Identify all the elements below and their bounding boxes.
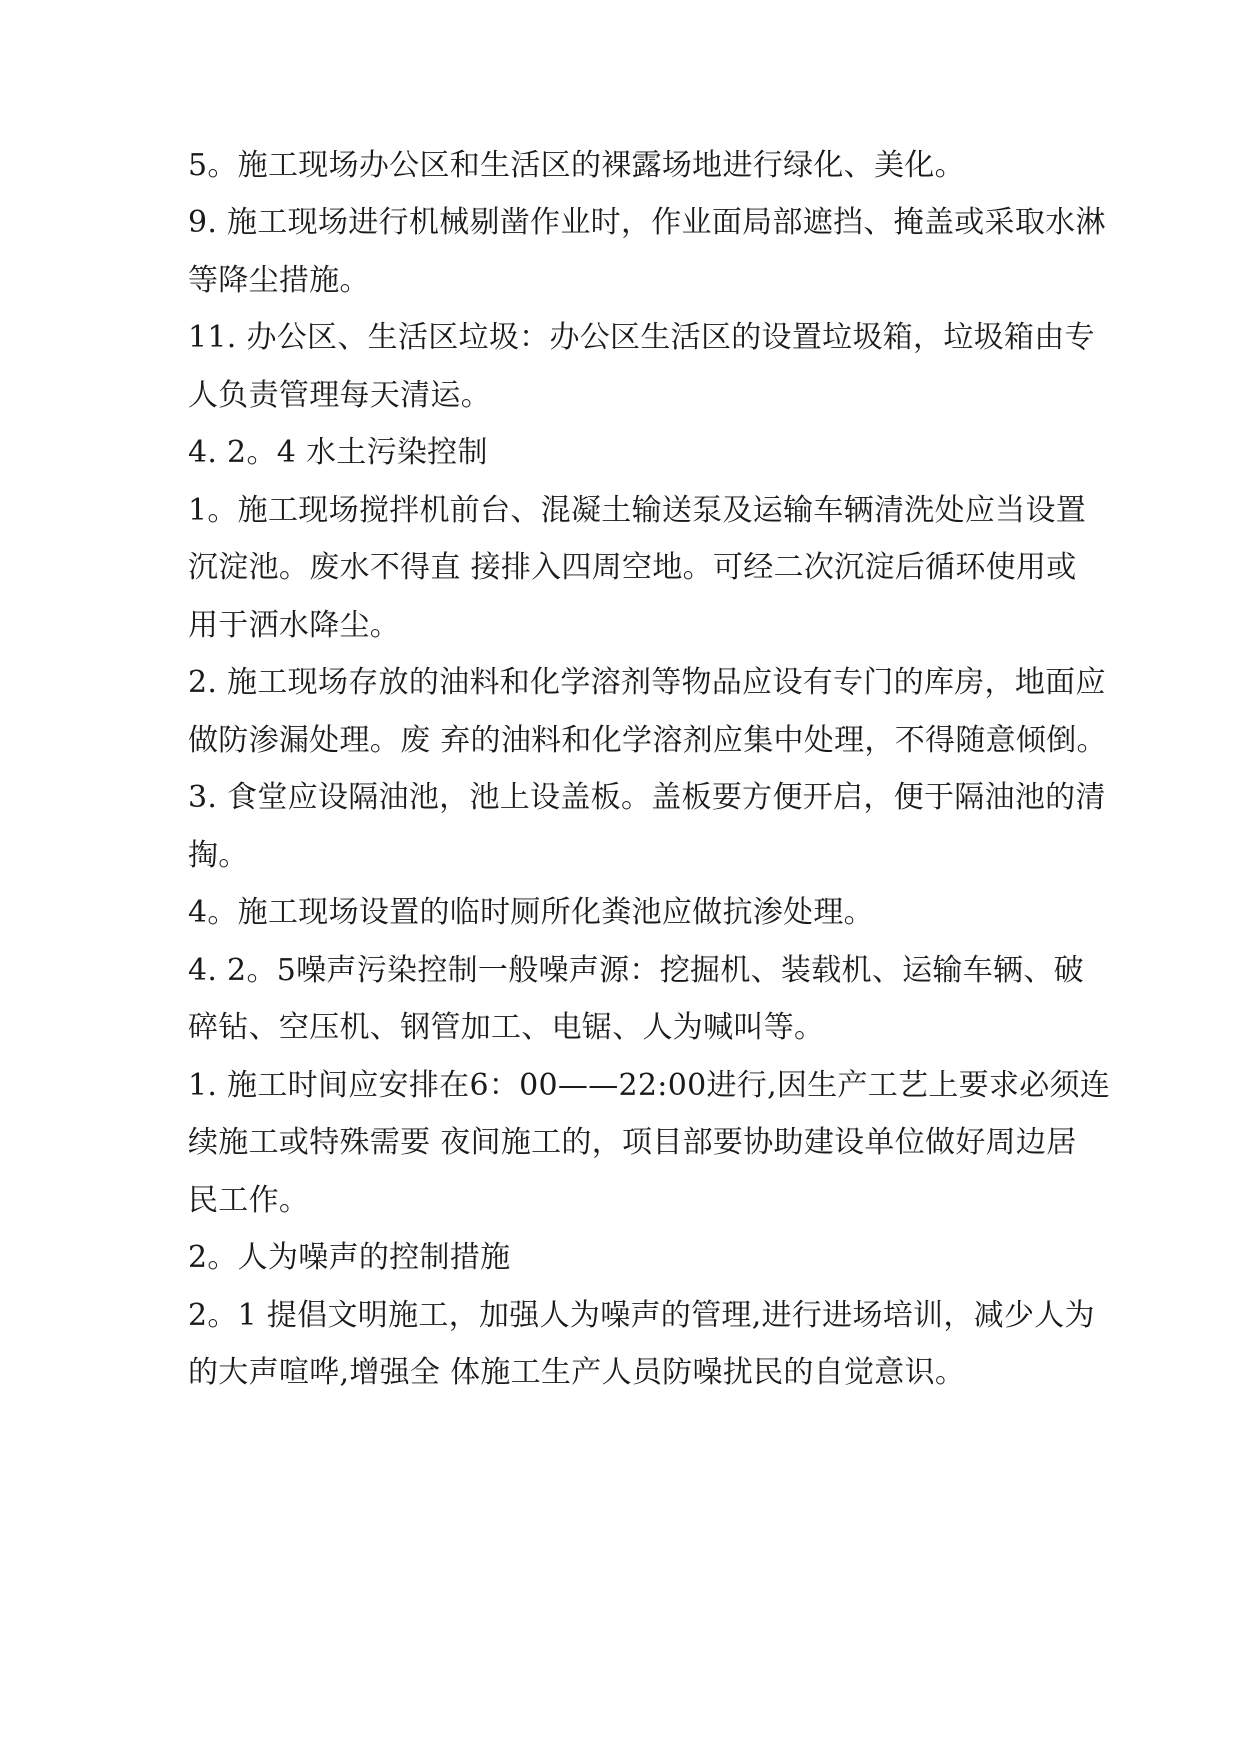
- text-line: 做防渗漏处理。废 弃的油料和化学溶剂应集中处理，不得随意倾倒。: [188, 723, 1107, 758]
- text-line: 沉淀池。废水不得直 接排入四周空地。可经二次沉淀后循环使用或: [188, 550, 1077, 585]
- text-line: 9. 施工现场进行机械剔凿作业时，作业面局部遮挡、掩盖或采取水淋: [188, 205, 1106, 240]
- text-line: 2。1 提倡文明施工，加强人为噪声的管理,进行进场培训，减少人为: [188, 1298, 1095, 1333]
- text-line: 掏。: [188, 838, 249, 873]
- text-line: 4。施工现场设置的临时厕所化粪池应做抗渗处理。: [188, 895, 874, 930]
- text-line: 人负责管理每天清运。: [188, 378, 491, 413]
- text-line: 11. 办公区、生活区垃圾：办公区生活区的设置垃圾箱，垃圾箱由专: [188, 320, 1095, 355]
- text-line: 等降尘措施。: [188, 263, 370, 298]
- section-heading: 4. 2。5噪声污染控制一般噪声源：挖掘机、装载机、运输车辆、破: [188, 953, 1084, 988]
- text-line: 续施工或特殊需要 夜间施工的，项目部要协助建设单位做好周边居: [188, 1125, 1077, 1160]
- text-line: 碎钻、空压机、钢管加工、电锯、人为喊叫等。: [188, 1010, 825, 1045]
- text-line: 民工作。: [188, 1183, 310, 1218]
- text-line: 的大声喧哗,增强全 体施工生产人员防噪扰民的自觉意识。: [188, 1355, 966, 1390]
- text-line: 5。施工现场办公区和生活区的裸露场地进行绿化、美化。: [188, 148, 965, 183]
- text-line: 1. 施工时间应安排在6：00——22:00进行,因生产工艺上要求必须连: [188, 1068, 1111, 1103]
- text-line: 1。施工现场搅拌机前台、混凝土输送泵及运输车辆清洗处应当设置: [188, 493, 1087, 528]
- text-line: 3. 食堂应设隔油池，池上设盖板。盖板要方便开启，便于隔油池的清: [188, 780, 1106, 815]
- section-heading: 4. 2。4 水土污染控制: [188, 435, 488, 470]
- text-line: 用于洒水降尘。: [188, 608, 401, 643]
- text-line: 2. 施工现场存放的油料和化学溶剂等物品应设有专门的库房，地面应: [188, 665, 1106, 700]
- subsection-heading: 2。人为噪声的控制措施: [188, 1240, 511, 1275]
